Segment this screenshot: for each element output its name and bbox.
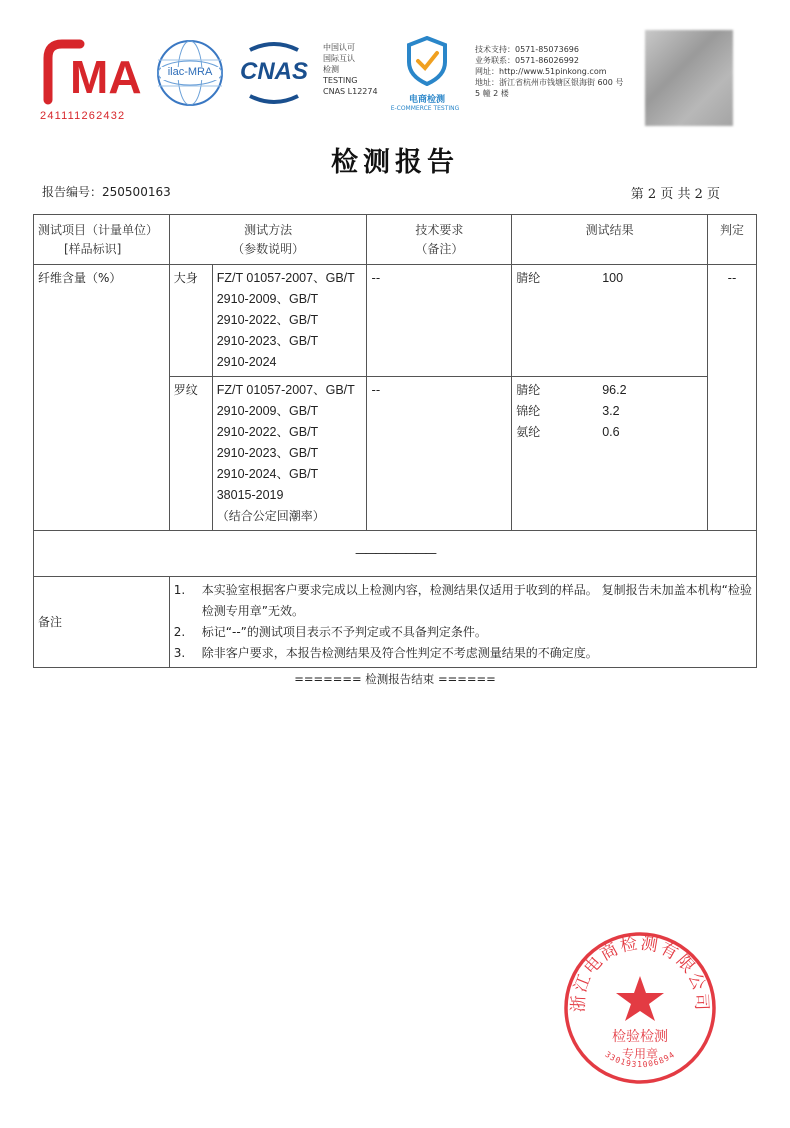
shield-check-icon — [405, 36, 449, 86]
cma-code: 241111262432 — [40, 110, 126, 122]
notes-label: 备注 — [34, 577, 170, 668]
report-number — [42, 183, 171, 200]
ecommerce-cn: 电商检测 — [408, 95, 445, 105]
report-title: 检测报告 — [331, 147, 459, 178]
header-result: 测试结果 — [512, 215, 708, 265]
ilac-mra-logo — [155, 38, 225, 108]
header-method: 测试方法 （参数说明） — [169, 215, 367, 265]
result-cell: 腈纶 96.2 锦纶 3.2 氨纶 0.6 — [512, 377, 708, 531]
cma-mark-icon — [40, 38, 150, 108]
table-row — [34, 265, 757, 377]
official-stamp — [562, 930, 718, 1086]
header-requirement: 技术要求 （备注） — [367, 215, 512, 265]
stamp-label-1: 检验检测 — [612, 1029, 668, 1045]
cma-letters: MA — [70, 51, 142, 103]
note-item: 1. 本实验室根据客户要求完成以上检测内容，检测结果仅适用于收到的样品。 复制报告未加盖本机构“检验检测专用章”无效。 — [173, 583, 752, 618]
notes-row — [34, 577, 757, 668]
separator-cell — [34, 531, 757, 577]
ilac-text: ilac-MRA — [167, 66, 213, 78]
stamp-seal-icon — [562, 930, 718, 1086]
contact-info: 技术支持：0571-85073696 业务联系：0571-86026992 网址：http://www.51pinkong.com 地址：浙江省杭州市钱塘区银海街 600 号 5 幢 2 楼 — [475, 45, 624, 98]
separator-line: ———————— — [355, 546, 435, 560]
cnas-description: 中国认可 国际互认 检测 TESTING CNAS L12274 — [323, 43, 378, 96]
notes-content — [169, 577, 756, 668]
qr-code-blurred — [645, 30, 733, 126]
note-item: 2. 标记“--”的测试项目表示不予判定或不具备判定条件。 — [173, 625, 487, 639]
report-end-line: ======= 检测报告结束 ====== — [294, 672, 496, 686]
cnas-logo — [230, 40, 318, 106]
method-cell: FZ/T 01057-2007、GB/T 2910-2009、GB/T 2910-2022、GB/T 2910-2023、GB/T 2910-2024、GB/T 38015-2019 （结合公定回潮率） — [212, 377, 367, 531]
requirement-cell: -- — [367, 265, 512, 377]
part-label: 大身 — [169, 265, 212, 377]
requirement-cell: -- — [367, 377, 512, 531]
result-cell: 腈纶 100 — [512, 265, 708, 377]
header-judgment: 判定 — [708, 215, 757, 265]
page-info: 第 2 页 共 2 页 — [630, 187, 720, 202]
table-header-row — [34, 215, 757, 265]
stamp-code: 3301931006894 — [603, 1049, 677, 1070]
report-number-value: 250500163 — [102, 185, 171, 199]
item-name: 纤维含量（%） — [34, 265, 170, 531]
ecommerce-en: E-COMMERCE TESTING — [390, 105, 460, 112]
judgment-cell: -- — [708, 265, 757, 531]
stamp-label-2: 专用章 — [621, 1047, 659, 1061]
cnas-text: CNAS — [239, 58, 308, 85]
separator-row — [34, 531, 757, 577]
results-table — [33, 214, 757, 668]
stamp-company: 浙江电商检测有限公司 — [568, 933, 712, 1013]
cma-logo — [40, 38, 150, 122]
ecommerce-testing-logo — [392, 36, 462, 116]
part-label: 罗纹 — [169, 377, 212, 531]
method-cell: FZ/T 01057-2007、GB/T 2910-2009、GB/T 2910-2022、GB/T 2910-2023、GB/T 2910-2024 — [212, 265, 367, 377]
header-item: 测试项目（计量单位） [样品标识] — [34, 215, 170, 265]
note-item: 3. 除非客户要求，本报告检测结果及符合性判定不考虑测量结果的不确定度。 — [173, 646, 598, 660]
report-number-label: 报告编号： — [42, 185, 103, 199]
